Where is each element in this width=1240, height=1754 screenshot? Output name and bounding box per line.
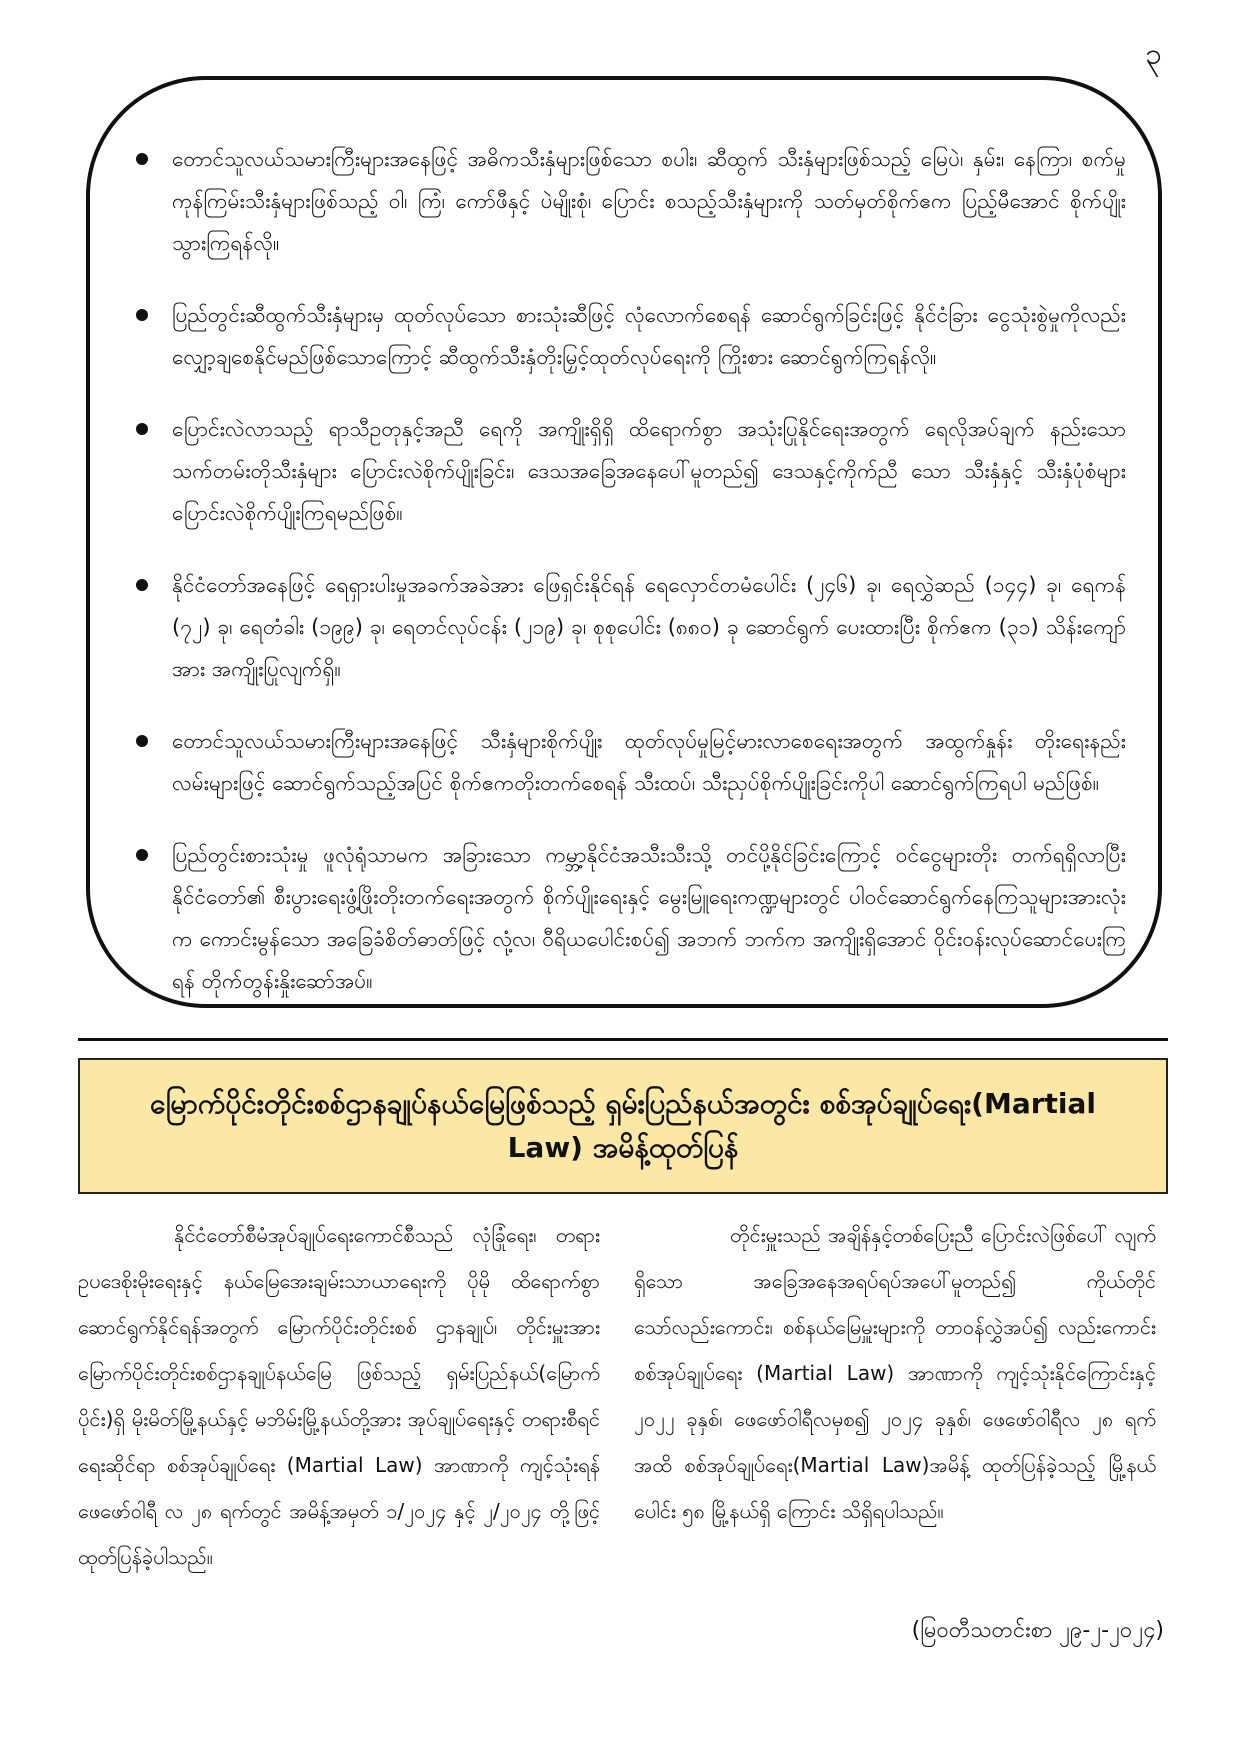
page-number: ၃: [1145, 37, 1162, 72]
article-right-column: တိုင်းမှူးသည် အချိန်နှင့်တစ်ပြေးညီ ပြောင်းလဲဖြစ်ပေါ် လျက်ရှိသော အခြေအနေအရပ်ရပ်အပေါ်မူတည်၍ ကိုယ်တိုင် သော်လည်းကောင်း၊ စစ်နယ်မြေမှူးများကို တာဝန်လွှဲအပ်၍ လည်းကောင်း စစ်အုပ်ချုပ်ရေး (Martial Law) အာဏာကို ကျင့်သုံးနိုင်ကြောင်းနှင့် ၂၀၂၂ ခုနှစ်၊ ဖေဖော်ဝါရီလမှစ၍ ၂၀၂၄ ခုနှစ်၊ ဖေဖော်ဝါရီလ ၂၈ ရက်အထိ စစ်အုပ်ချုပ်ရေး(Martial Law)အမိန့် ထုတ်ပြန်ခဲ့သည့် မြို့နယ်ပေါင်း ၅၈ မြို့နယ်ရှိ ကြောင်း သိရှိရပါသည်။: [634, 1223, 1156, 1523]
source-citation: (မြဝတီသတင်းစာ ၂၉-၂-၂၀၂၄): [911, 1618, 1164, 1643]
headline-box: [78, 1058, 1168, 1194]
bullet-dot-icon: [136, 735, 148, 747]
bullet-item: [136, 834, 1126, 1002]
bullet-item: [136, 564, 1126, 690]
bullet-text: နိုင်ငံတော်အနေဖြင့် ရေရှားပါးမှုအခက်အခဲအား ဖြေရှင်းနိုင်ရန် ရေလှောင်တမံပေါင်း (၂၄၆) ခု၊ ရေလွှဲဆည် (၁၄၄) ခု၊ ရေကန် (၇၂) ခု၊ ရေတံခါး (၁၉၉) ခု၊ ရေတင်လုပ်ငန်း (၂၁၉) ခု၊ စုစုပေါင်း (၈၈၀) ခု ဆောင်ရွက် ပေးထားပြီး စိုက်ဧက (၃၁) သိန်းကျော်အား အကျိုးပြုလျက်ရှိ။: [172, 573, 1126, 681]
bullet-dot-icon: [136, 579, 148, 591]
bullet-text: တောင်သူလယ်သမားကြီးများအနေဖြင့် အဓိကသီးနှံများဖြစ်သော စပါး၊ ဆီထွက် သီးနှံများဖြစ်သည့် မြေပဲ၊ နှမ်း၊ နေကြာ၊ စက်မှုကုန်ကြမ်းသီးနှံများဖြစ်သည့် ဝါ၊ ကြံ၊ ကော်ဖီနှင့် ပဲမျိုးစုံ၊ ပြောင်း စသည့်သီးနှံများကို သတ်မှတ်စိုက်ဧက ပြည့်မီအောင် စိုက်ပျိုးသွားကြရန်လို။: [172, 147, 1126, 255]
bullet-text: ပြောင်းလဲလာသည့် ရာသီဥတုနှင့်အညီ ရေကို အကျိုးရှိရှိ ထိရောက်စွာ အသုံးပြုနိုင်ရေးအတွက် ရေလိုအပ်ချက် နည်းသော သက်တမ်းတိုသီးနှံများ ပြောင်းလဲစိုက်ပျိုးခြင်း၊ ဒေသအခြေအနေပေါ်မူတည်၍ ဒေသနှင့်ကိုက်ညီ သော သီးနှံနှင့် သီးနှံပုံစံများ ပြောင်းလဲစိုက်ပျိုးကြရမည်ဖြစ်။: [172, 417, 1126, 525]
summary-bullet-list: [136, 138, 1126, 1032]
headline: မြောက်ပိုင်းတိုင်းစစ်ဌာနချုပ်နယ်မြေဖြစ်သည့် ရှမ်းပြည်နယ်အတွင်း စစ်အုပ်ချုပ်ရေး(Martial Law) အမိန့်ထုတ်ပြန်: [149, 1087, 1097, 1164]
bullet-item: [136, 408, 1126, 534]
bullet-dot-icon: [136, 309, 148, 321]
bullet-dot-icon: [136, 153, 148, 165]
bullet-dot-icon: [136, 423, 148, 435]
bullet-item: [136, 138, 1126, 264]
bullet-text: ပြည်တွင်းဆီထွက်သီးနှံများမှ ထုတ်လုပ်သော စားသုံးဆီဖြင့် လုံလောက်စေရန် ဆောင်ရွက်ခြင်းဖြင့် နိုင်ငံခြား ငွေသုံးစွဲမှုကိုလည်း လျှော့ချစေနိုင်မည်ဖြစ်သောကြောင့် ဆီထွက်သီးနှံတိုးမြှင့်ထုတ်လုပ်ရေးကို ကြိုးစား ဆောင်ရွက်ကြရန်လို။: [172, 303, 1126, 369]
section-divider: [78, 1038, 1168, 1041]
bullet-text: တောင်သူလယ်သမားကြီးများအနေဖြင့် သီးနှံများစိုက်ပျိုး ထုတ်လုပ်မှုမြင့်မားလာစေရေးအတွက် အထွက်နှုန်း တိုးရေးနည်းလမ်းများဖြင့် ဆောင်ရွက်သည့်အပြင် စိုက်ဧကတိုးတက်စေရန် သီးထပ်၊ သီးညှပ်စိုက်ပျိုးခြင်းကိုပါ ဆောင်ရွက်ကြရပါ မည်ဖြစ်။: [172, 729, 1126, 795]
article-left-column: နိုင်ငံတော်စီမံအုပ်ချုပ်ရေးကောင်စီသည် လုံခြုံရေး၊ တရားဥပဒေစိုးမိုးရေးနှင့် နယ်မြေအေးချမ်းသာယာရေးကို ပိုမို ထိရောက်စွာ ဆောင်ရွက်နိုင်ရန်အတွက် မြောက်ပိုင်းတိုင်းစစ် ဌာနချုပ်၊ တိုင်းမှူးအား မြောက်ပိုင်းတိုင်းစစ်ဌာနချုပ်နယ်မြေ ဖြစ်သည့် ရှမ်းပြည်နယ်(မြောက်ပိုင်း)ရှိ မိုးမိတ်မြို့နယ်နှင့် မဘိမ်းမြို့နယ်တို့အား အုပ်ချုပ်ရေးနှင့် တရားစီရင်ရေးဆိုင်ရာ စစ်အုပ်ချုပ်ရေး (Martial Law) အာဏာကို ကျင့်သုံးရန် ဖေဖော်ဝါရီ လ ၂၈ ရက်တွင် အမိန့်အမှတ် ၁/၂၀၂၄ နှင့် ၂/၂၀၂၄ တို့ဖြင့် ထုတ်ပြန်ခဲ့ပါသည်။: [78, 1223, 600, 1569]
bullet-item: [136, 720, 1126, 804]
bullet-dot-icon: [136, 849, 148, 861]
bullet-item: [136, 294, 1126, 378]
bullet-text: ပြည်တွင်းစားသုံးမှု ဖူလုံရုံသာမက အခြားသော ကမ္ဘာ့နိုင်ငံအသီးသီးသို့ တင်ပို့နိုင်ခြင်းကြောင့် ဝင်ငွေများတိုး တက်ရရှိလာပြီး နိုင်ငံတော်၏ စီးပွားရေးဖွံ့ဖြိုးတိုးတက်ရေးအတွက် စိုက်ပျိုးရေးနှင့် မွေးမြူရေးကဏ္ဍများတွင် ပါဝင်ဆောင်ရွက်နေကြသူများအားလုံးက ကောင်းမွန်သော အခြေခံစိတ်ဓာတ်ဖြင့် လုံ့လ၊ ဝီရိယပေါင်းစပ်၍ အဘက် ဘက်က အကျိုးရှိအောင် ဝိုင်းဝန်းလုပ်ဆောင်ပေးကြရန် တိုက်တွန်းနှိုးဆော်အပ်။: [172, 843, 1126, 993]
